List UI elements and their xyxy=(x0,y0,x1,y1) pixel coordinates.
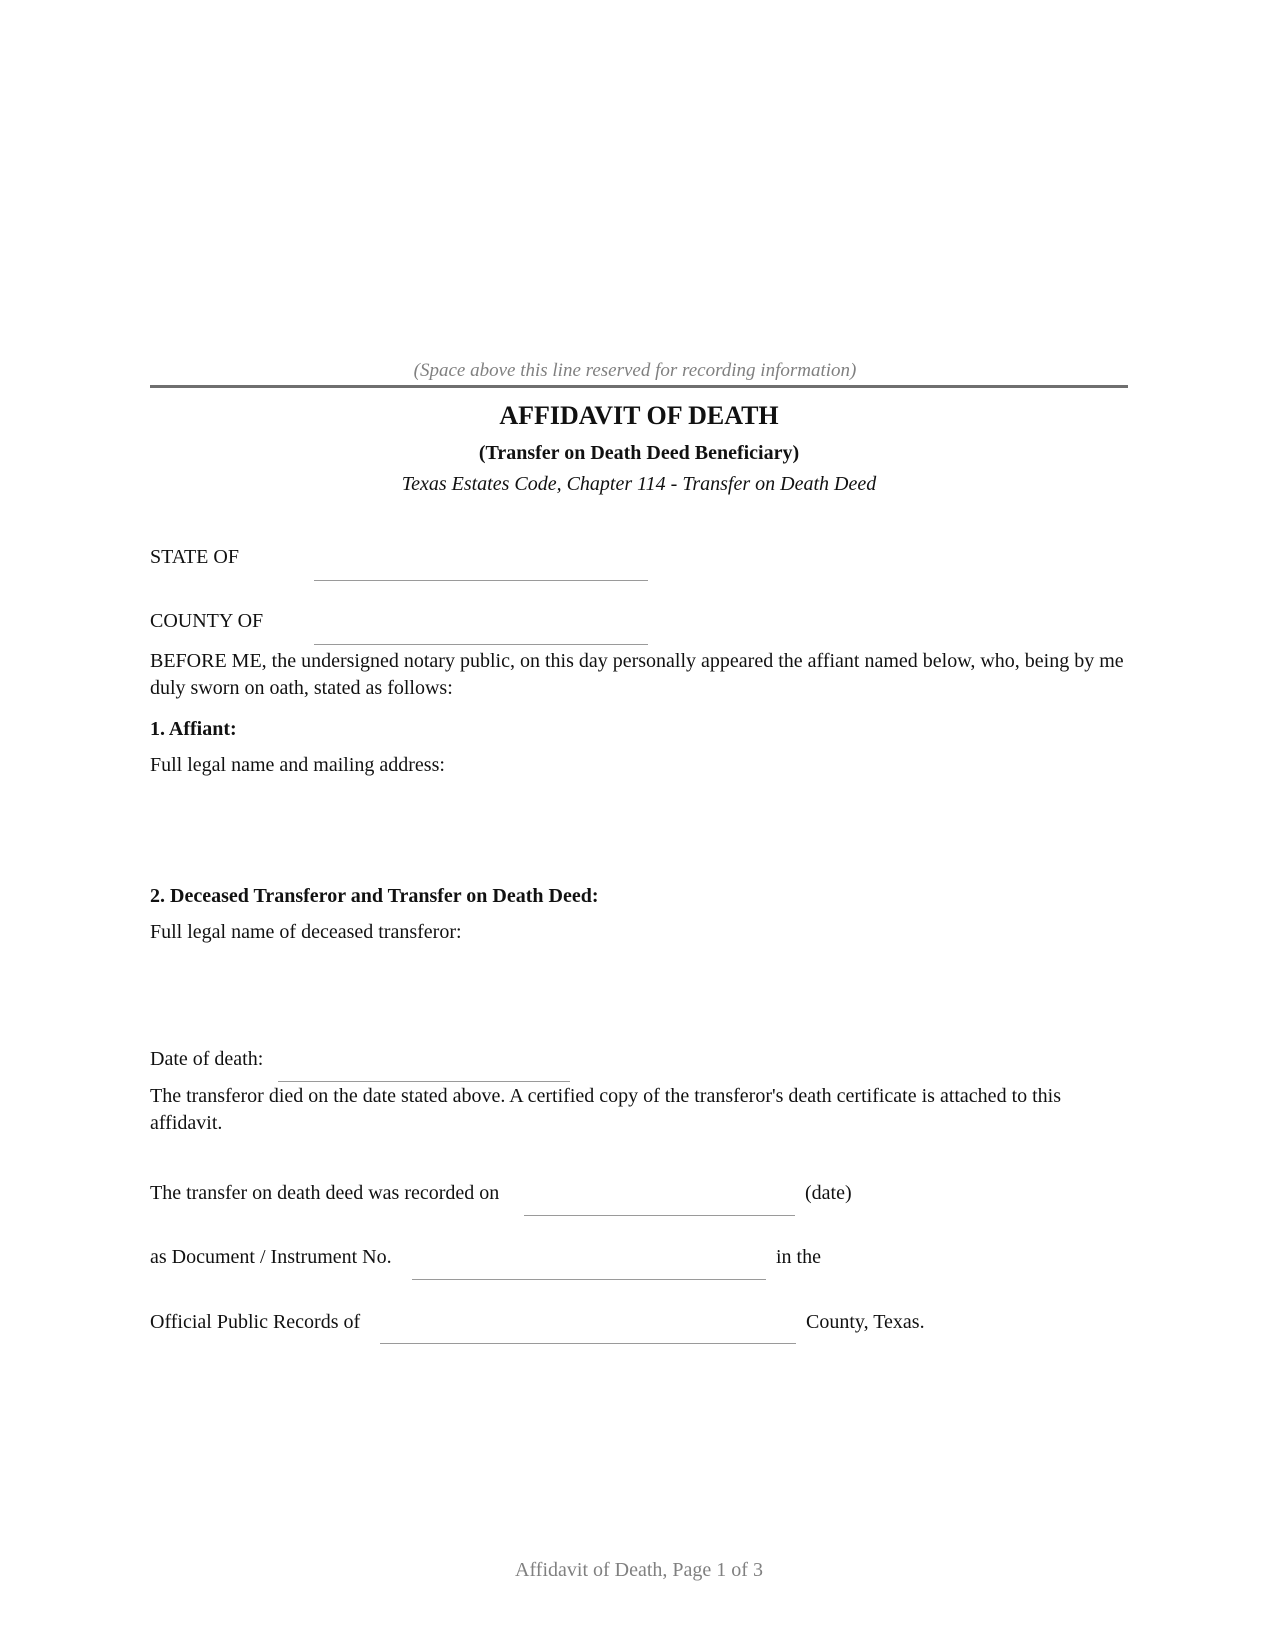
county-name-field[interactable] xyxy=(380,1343,796,1344)
statute-citation: Texas Estates Code, Chapter 114 - Transfer on Death Deed xyxy=(401,473,877,495)
page-footer: Affidavit of Death, Page 1 of 3 xyxy=(515,1559,763,1581)
date-of-death-field[interactable] xyxy=(278,1081,570,1082)
death-statement: The transferor died on the date stated above. A certified copy of the transferor's death certificate is attached to this affidavit. xyxy=(150,1085,1062,1134)
transferor-name-label: Full legal name of deceased transferor: xyxy=(150,921,462,943)
county-field[interactable] xyxy=(314,644,648,645)
document-subtitle: (Transfer on Death Deed Beneficiary) xyxy=(478,442,800,464)
county-of-label: COUNTY OF xyxy=(150,610,264,632)
recording-space-note: (Space above this line reserved for recording information) xyxy=(413,360,857,381)
document-title: AFFIDAVIT OF DEATH xyxy=(499,401,779,430)
document-number-field[interactable] xyxy=(412,1279,766,1280)
section-2-heading: 2. Deceased Transferor and Transfer on Death Deed: xyxy=(150,885,599,907)
recorded-date-suffix: (date) xyxy=(805,1182,852,1204)
official-records-suffix: County, Texas. xyxy=(806,1311,925,1333)
affiant-name-label: Full legal name and mailing address: xyxy=(150,754,445,776)
intro-paragraph: BEFORE ME, the undersigned notary public, on this day personally appeared the affiant named below, who, being by me duly sworn on oath, stated as follows: xyxy=(150,650,1124,699)
recording-divider xyxy=(150,385,1128,388)
document-number-label: as Document / Instrument No. xyxy=(150,1246,392,1268)
recorded-on-label: The transfer on death deed was recorded on xyxy=(150,1182,500,1204)
official-records-label: Official Public Records of xyxy=(150,1311,361,1333)
date-of-death-label: Date of death: xyxy=(150,1048,264,1070)
section-1-heading: 1. Affiant: xyxy=(150,718,237,740)
state-of-label: STATE OF xyxy=(150,546,239,568)
state-field[interactable] xyxy=(314,580,648,581)
document-number-suffix: in the xyxy=(776,1246,821,1268)
recorded-date-field[interactable] xyxy=(524,1215,795,1216)
